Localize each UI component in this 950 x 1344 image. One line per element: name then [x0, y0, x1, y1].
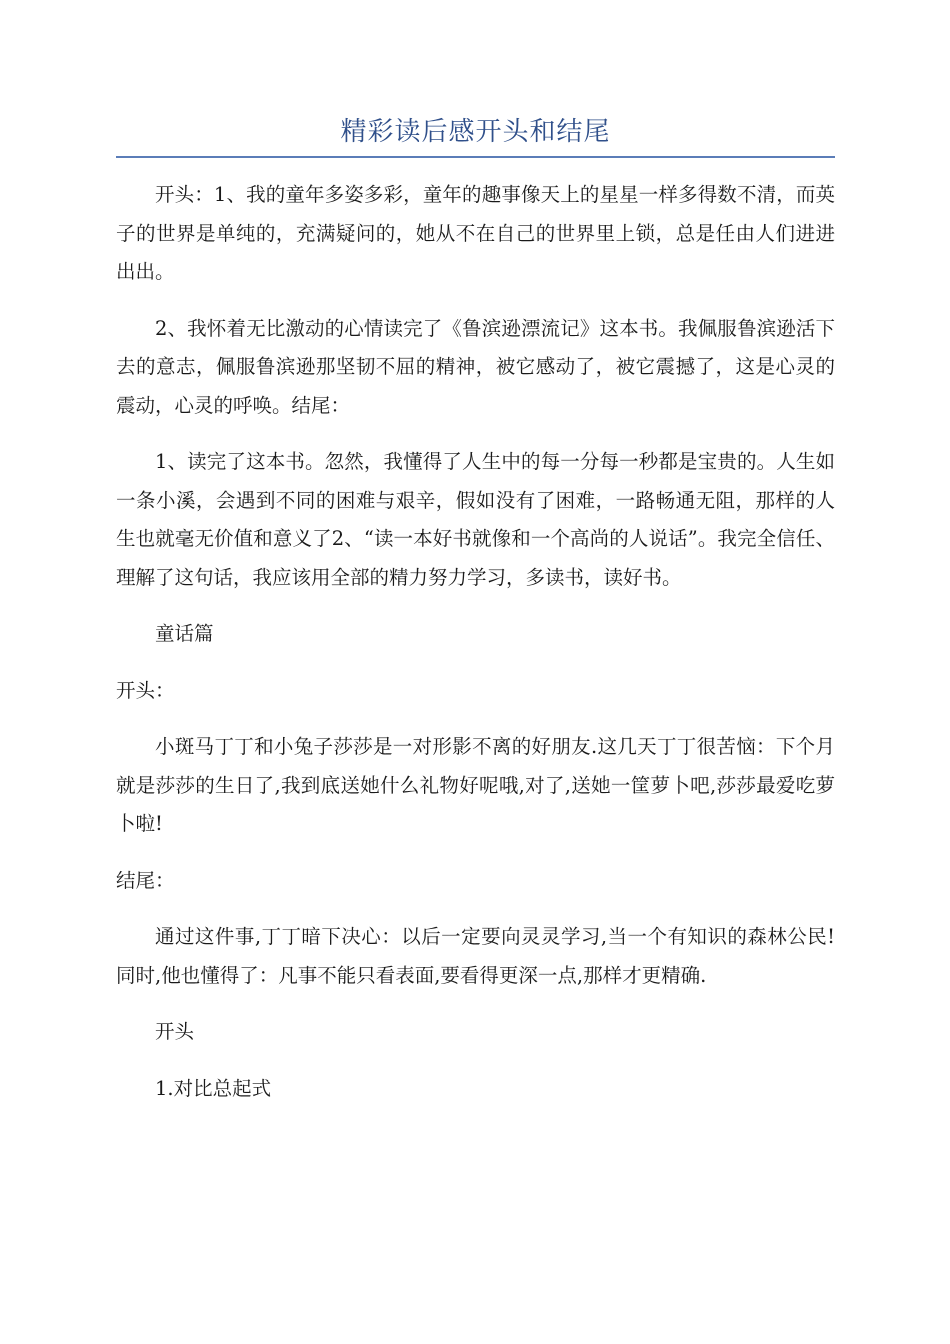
document-body — [116, 176, 835, 1126]
paragraph: 小斑马丁丁和小兔子莎莎是一对形影不离的好朋友.这几天丁丁很苦恼：下个月就是莎莎的生日了,我到底送她什么礼物好呢哦,对了,送她一筐萝卜吧,莎莎最爱吃萝卜啦! — [116, 735, 835, 835]
paragraph: 通过这件事,丁丁暗下决心：以后一定要向灵灵学习,当一个有知识的森林公民!同时,他也懂得了：凡事不能只看表面,要看得更深一点,那样才更精确. — [116, 925, 835, 987]
list-item: 1.对比总起式 — [155, 1076, 272, 1100]
paragraph: 2、我怀着无比激动的心情读完了《鲁滨逊漂流记》这本书。我佩服鲁滨逊活下去的意志，佩服鲁滨逊那坚韧不屈的精神，被它感动了，被它震撼了，这是心灵的震动，心灵的呼唤。结尾： — [116, 316, 835, 417]
title-rule — [116, 110, 835, 158]
page-title: 精彩读后感开头和结尾 — [340, 117, 611, 147]
paragraph-label: 结尾： — [116, 868, 175, 892]
section-heading: 开头 — [155, 1020, 195, 1043]
paragraph: 1、读完了这本书。忽然，我懂得了人生中的每一分每一秒都是宝贵的。人生如一条小溪，会遇到不同的困难与艰辛，假如没有了困难，一路畅通无阻，那样的人生也就毫无价值和意义了2、“读一本好书就像和一个高尚的人说话”。我完全信任、理解了这句话，我应该用全部的精力努力学习，多读书，读好书。 — [116, 450, 835, 589]
paragraph: 开头：1、我的童年多姿多彩，童年的趣事像天上的星星一样多得数不清，而英子的世界是单纯的，充满疑问的，她从不在自己的世界里上锁，总是任由人们进进出出。 — [116, 183, 835, 283]
section-heading: 童话篇 — [155, 622, 214, 645]
paragraph-label: 开头： — [116, 678, 175, 702]
